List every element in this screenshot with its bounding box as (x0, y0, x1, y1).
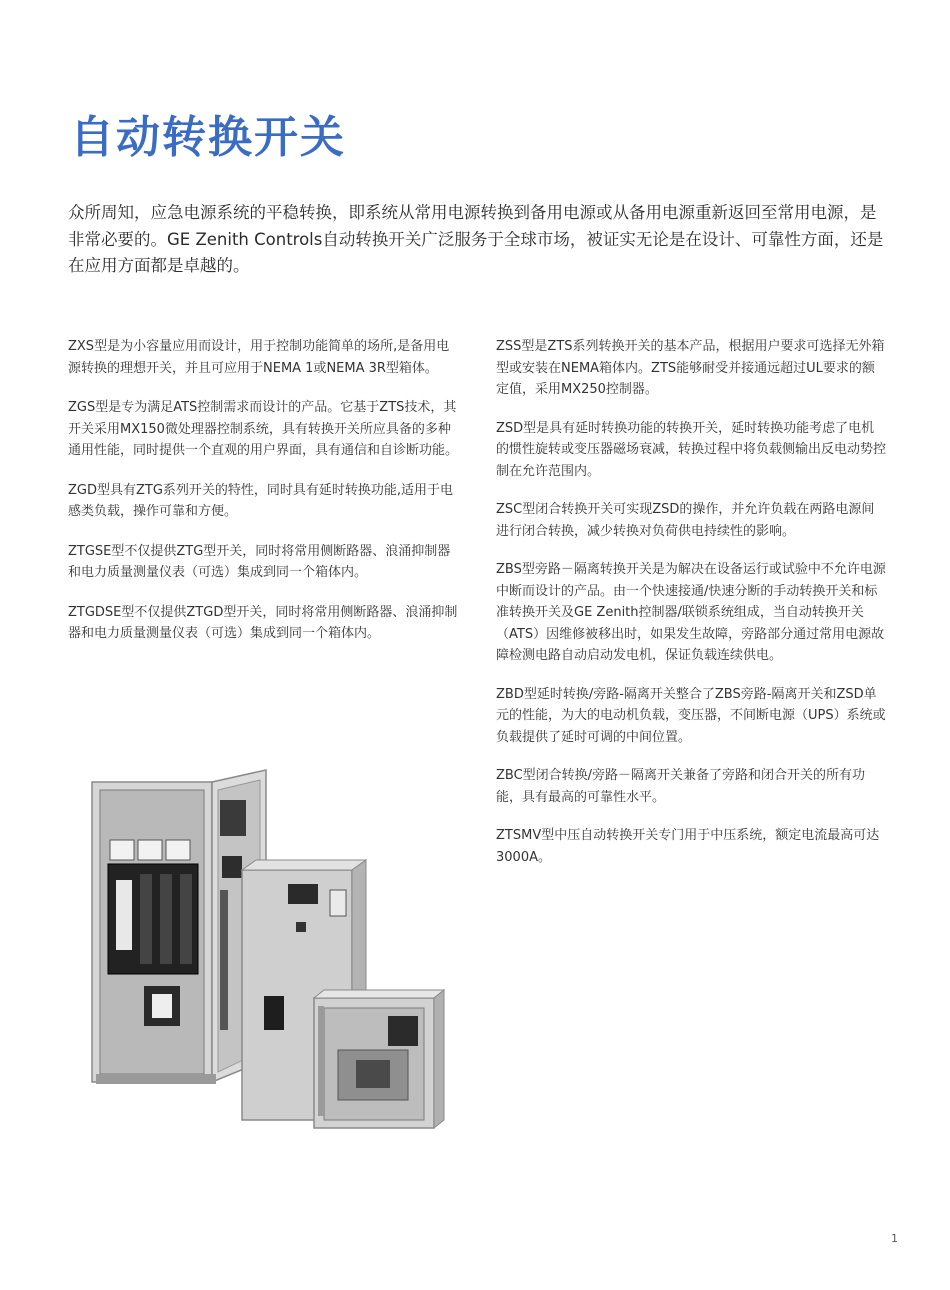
product-description: ZBS型旁路－隔离转换开关是为解决在设备运行或试验中不允许电源中断而设计的产品。由一个快速接通/快速分断的手动转换开关和标准转换开关及GE Zenith控制器/联锁系统组成，当自动转换开关（ATS）因维修被移出时，如果发生故障，旁路部分通过常用电源故障检测电路自动启动发电机，保证负载连续供电。 (496, 562, 886, 663)
right-column (496, 336, 886, 885)
product-description: ZGD型具有ZTG系列开关的特性，同时具有延时转换功能,适用于电感类负载，操作可靠和方便。 (68, 482, 454, 519)
product-description: ZTSMV型中压自动转换开关专门用于中压系统，额定电流最高可达3000A。 (496, 828, 880, 865)
large-open-cabinet (92, 770, 266, 1084)
product-description: ZTGSE型不仅提供ZTG型开关，同时将常用侧断路器、浪涌抑制器和电力质量测量仪表（可选）集成到同一个箱体内。 (68, 543, 451, 580)
product-description: ZSC型闭合转换开关可实现ZSD的操作，并允许负载在两路电源间进行闭合转换，减少转换对负荷供电持续性的影响。 (496, 502, 875, 539)
product-description: ZXS型是为小容量应用而设计，用于控制功能简单的场所,是备用电源转换的理想开关，并且可应用于NEMA 1或NEMA 3R型箱体。 (68, 339, 450, 376)
transfer-switch-cabinets-photo (70, 760, 450, 1140)
small-open-cabinet (314, 990, 444, 1128)
product-description: ZSD型是具有延时转换功能的转换开关，延时转换功能考虑了电机的惯性旋转或变压器磁场衰减，转换过程中将负载侧输出反电动势控制在允许范围内。 (496, 420, 887, 479)
page-number: 1 (891, 1232, 898, 1245)
product-description: ZSS型是ZTS系列转换开关的基本产品，根据用户要求可选择无外箱型或安装在NEMA箱体内。ZTS能够耐受并接通远超过UL要求的额定值，采用MX250控制器。 (496, 339, 885, 397)
product-description: ZBC型闭合转换/旁路－隔离开关兼备了旁路和闭合开关的所有功能，具有最高的可靠性水平。 (496, 768, 866, 805)
product-description: ZGS型是专为满足ATS控制需求而设计的产品。它基于ZTS技术，其开关采用MX150微处理器控制系统，具有转换开关所应具备的多种通用性能，同时提供一个直观的用户界面，具有通信和自诊断功能。 (68, 400, 459, 458)
left-column (68, 336, 458, 663)
page-title: 自动转换开关 (70, 112, 346, 163)
product-description: ZTGDSE型不仅提供ZTGD型开关，同时将常用侧断路器、浪涌抑制器和电力质量测量仪表（可选）集成到同一个箱体内。 (68, 604, 458, 641)
intro-paragraph: 众所周知，应急电源系统的平稳转换，即系统从常用电源转换到备用电源或从备用电源重新返回至常用电源，是非常必要的。GE Zenith Controls自动转换开关广泛服务于全球市场，被证实无论是在设计、可靠性方面，还是在应用方面都是卓越的。 (68, 203, 884, 275)
product-description: ZBD型延时转换/旁路-隔离开关整合了ZBS旁路-隔离开关和ZSD单元的性能，为大的电动机负载，变压器，不间断电源（UPS）系统或负载提供了延时可调的中间位置。 (496, 686, 886, 745)
